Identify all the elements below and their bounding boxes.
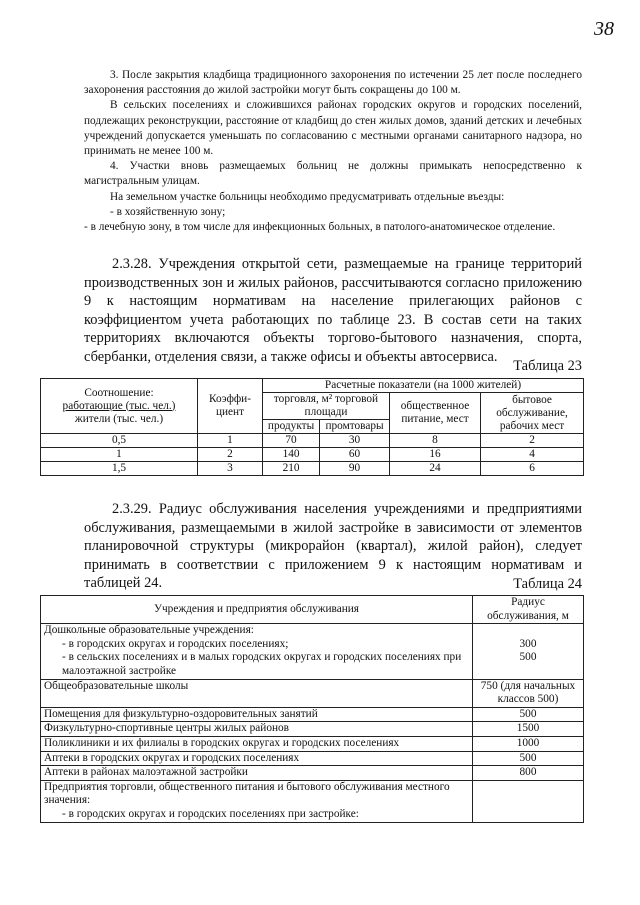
header-coef-line: Коэффи- xyxy=(209,393,251,405)
table-cell: Аптеки в районах малоэтажной застройки xyxy=(41,766,473,781)
header-service: бытовое обслуживание, рабочих мест xyxy=(481,393,584,434)
header-radius: Радиус обслуживания, м xyxy=(473,596,584,624)
table-row xyxy=(41,434,584,448)
paragraph: 2.3.29. Радиус обслуживания населения учреждениями и предприятиями обслуживания, размещаемыми в жилой застройке в зависимости от элементов планировочной структуры (микрорайон (квартал), жилой район), следует принимать в соответствии с приложением 9 к настоящим нормативам и таблицей 24. xyxy=(84,501,582,592)
table-cell: Поликлиники и их филиалы в городских округах и городских поселениях xyxy=(41,736,473,751)
header-coef-line: циент xyxy=(215,406,245,418)
section-2-3-28 xyxy=(84,255,582,367)
table-row xyxy=(41,736,584,751)
table-row xyxy=(41,751,584,766)
table-cell: 16 xyxy=(389,448,480,462)
table-cell: 1 xyxy=(198,434,263,448)
header-food: общественное питание, мест xyxy=(389,393,480,434)
table-cell: 750 (для начальных классов 500) xyxy=(473,679,584,707)
paragraph: На земельном участке больницы необходимо предусматривать отдельные въезды: xyxy=(110,190,505,203)
table-cell xyxy=(473,624,584,679)
header-ratio-line: Соотношение: xyxy=(84,386,154,399)
paragraph: В сельских поселениях и сложившихся районах городских округов и городских поселений, подлежащих реконструкции, расстояние от кладбищ до стен жилых домов, зданий детских и лечебных учреждений допускается уменьшать по согласованию с местными органами санитарного надзора, но принимать не менее 100 м. xyxy=(84,99,582,158)
table-24-caption: Таблица 24 xyxy=(513,576,582,592)
table-cell: 1 xyxy=(41,448,198,462)
section-2-3-29 xyxy=(84,500,582,593)
table-row xyxy=(41,679,584,707)
table-cell: 140 xyxy=(263,448,320,462)
table-cell xyxy=(473,780,584,822)
table-cell: 70 xyxy=(263,434,320,448)
table-cell: 1,5 xyxy=(41,462,198,476)
table-row xyxy=(41,707,584,722)
table-24 xyxy=(40,595,584,823)
table-cell: Помещения для физкультурно-оздоровительных занятий xyxy=(41,707,473,722)
value: 300 xyxy=(519,637,537,650)
table-cell: Общеобразовательные школы xyxy=(41,679,473,707)
table-cell: 0,5 xyxy=(41,434,198,448)
table-23-caption: Таблица 23 xyxy=(513,358,582,374)
table-row xyxy=(41,766,584,781)
row-title: Предприятия торговли, общественного питания и бытового обслуживания местного значения: xyxy=(44,780,450,807)
table-cell: 90 xyxy=(320,462,390,476)
paragraph: - в лечебную зону, в том числе для инфекционных больных, в патолого-анатомическое отделение. xyxy=(84,221,556,234)
header-industrial: промтовары xyxy=(320,420,390,434)
table-cell: 800 xyxy=(473,766,584,781)
table-cell xyxy=(41,624,473,679)
row-title: Дошкольные образовательные учреждения: xyxy=(44,624,254,637)
table-cell: 1000 xyxy=(473,736,584,751)
value: 500 xyxy=(519,651,537,664)
table-cell: 1500 xyxy=(473,722,584,737)
header-coef xyxy=(198,379,263,434)
table-cell: 500 xyxy=(473,751,584,766)
header-calc: Расчетные показатели (на 1000 жителей) xyxy=(263,379,584,393)
header-ratio xyxy=(41,379,198,434)
table-row xyxy=(41,462,584,476)
row-subitem: - в городских округах и городских поселениях; xyxy=(62,637,289,650)
table-cell: 30 xyxy=(320,434,390,448)
table-cell: 4 xyxy=(481,448,584,462)
table-cell: 500 xyxy=(473,707,584,722)
table-cell: Физкультурно-спортивные центры жилых районов xyxy=(41,722,473,737)
table-row xyxy=(41,448,584,462)
intro-text-block xyxy=(84,68,582,235)
table-row xyxy=(41,722,584,737)
paragraph: - в хозяйственную зону; xyxy=(110,205,226,218)
table-cell: 60 xyxy=(320,448,390,462)
table-23 xyxy=(40,378,584,476)
row-subitem: - в городских округах и городских поселениях при застройке: xyxy=(62,807,359,820)
page-number: 38 xyxy=(594,18,614,40)
table-cell: 24 xyxy=(389,462,480,476)
header-products: продукты xyxy=(263,420,320,434)
header-trade: торговля, м² торговой площади xyxy=(263,393,390,420)
paragraph: 4. Участки вновь размещаемых больниц не должны примыкать непосредственно к магистральным улицам. xyxy=(84,160,582,188)
row-subitem: - в сельских поселениях и в малых городских округах и городских поселениях при малоэтажной застройке xyxy=(62,651,462,677)
table-row xyxy=(41,624,584,679)
table-cell: 2 xyxy=(198,448,263,462)
table-cell: 210 xyxy=(263,462,320,476)
paragraph: 2.3.28. Учреждения открытой сети, размещаемые на границе территорий производственных зон и жилых районов, рассчитываются согласно приложению 9 к настоящим нормативам на население прилегающих районов с коэффициентом учета работающих по таблице 23. В состав сети на таких территориях включаются объекты торгово-бытового назначения, спорта, сбербанки, отделения связи, а также офисы и объекты автосервиса. xyxy=(84,256,582,365)
paragraph: 3. После закрытия кладбища традиционного захоронения по истечении 25 лет после последнего захоронения расстояния до жилой застройки могут быть сокращены до 100 м. xyxy=(84,69,582,97)
table-cell: Аптеки в городских округах и городских поселениях xyxy=(41,751,473,766)
table-cell: 8 xyxy=(389,434,480,448)
header-name: Учреждения и предприятия обслуживания xyxy=(41,596,473,624)
table-cell: 3 xyxy=(198,462,263,476)
table-row xyxy=(41,780,584,822)
table-cell xyxy=(41,780,473,822)
header-ratio-line: жители (тыс. чел.) xyxy=(74,412,164,425)
table-cell: 2 xyxy=(481,434,584,448)
header-ratio-line: работающие (тыс. чел.) xyxy=(62,399,176,412)
table-cell: 6 xyxy=(481,462,584,476)
